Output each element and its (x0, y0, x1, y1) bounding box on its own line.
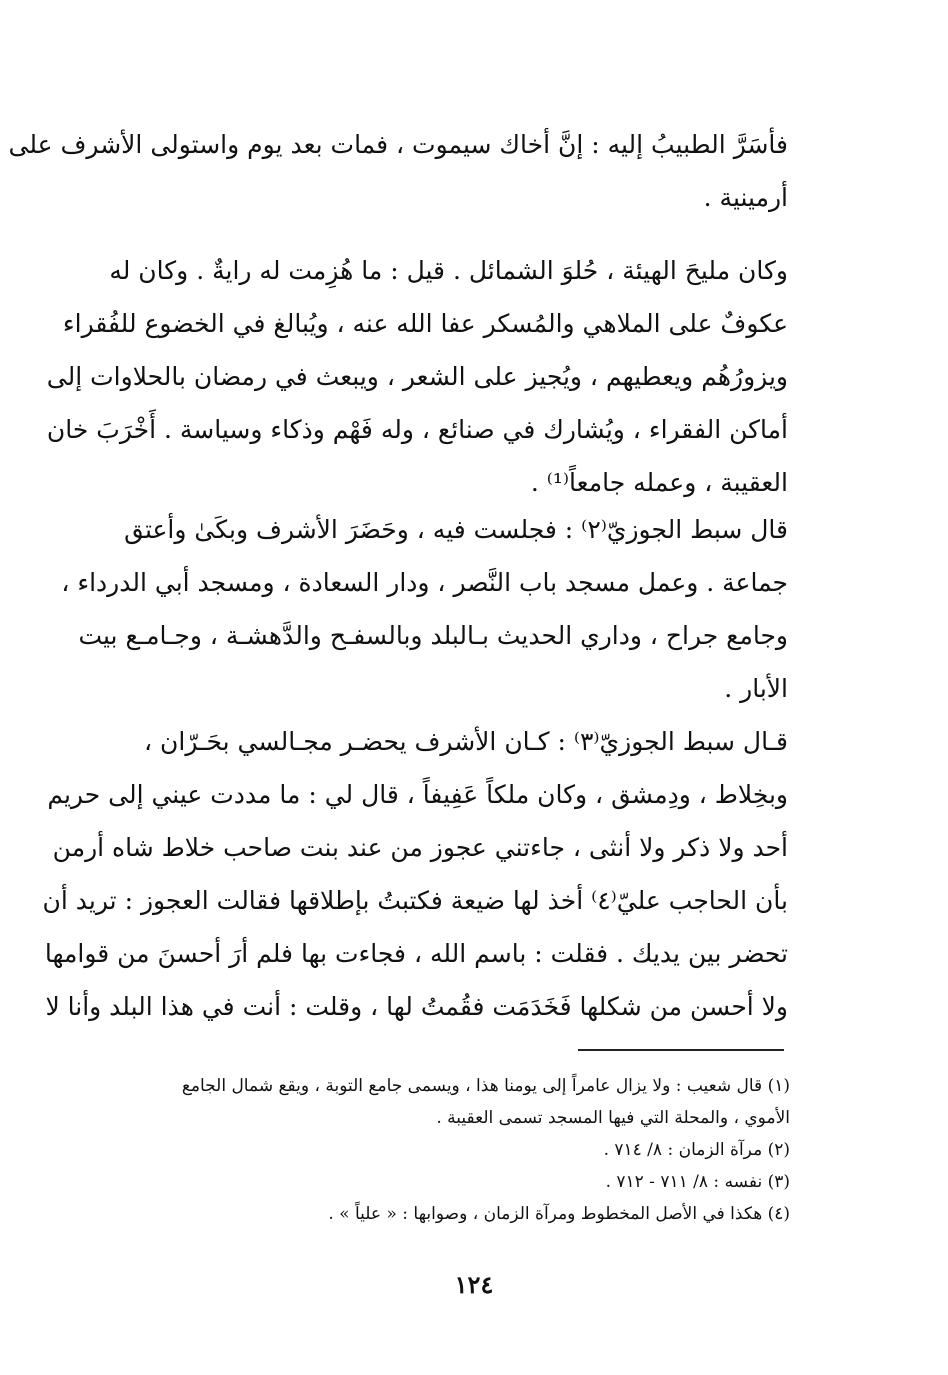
page-number: ١٢٤ (454, 1270, 494, 1299)
text-line: عكوفٌ على الملاهي والمُسكر عفا الله عنه ، ويُبالغ في الخضوع للفُقراء (62, 309, 788, 338)
text-line: جماعة . وعمل مسجد باب النَّصر ، ودار السعادة ، ومسجد أبي الدرداء ، (61, 568, 788, 597)
paragraph-4 (42, 715, 788, 1033)
text-line: وكان مليحَ الهيئة ، حُلوَ الشمائل . قيل : ما هُزِمت له رايةٌ . وكان له (109, 256, 788, 285)
text-line: الأبار . (724, 674, 788, 703)
footnote-2: (٢) مرآة الزمان : ٨/ ٧١٤ . (603, 1140, 790, 1160)
paragraph-2 (46, 244, 788, 509)
text-line: أحد ولا ذكر ولا أنثى ، جاءتني عجوز من عند بنت صاحب خلاط شاه أرمن (52, 833, 788, 862)
text-line: بأن الحاجب عليّ⁽٤⁾ أخذ لها ضيعة فكتبتُ بإطلاقها فقالت العجوز : تريد أن (42, 886, 788, 915)
text-line: قـال سبط الجوزيّ⁽٣⁾ : كـان الأشرف يحضـر مجـالسي بحَـرّان ، (144, 727, 788, 756)
footnote-separator (578, 1049, 784, 1051)
paragraph-3 (61, 503, 788, 715)
text-line: ويزورُهُم ويعطيهم ، ويُجيز على الشعر ، ويبعث في رمضان بالحلاوات إلى (46, 362, 788, 391)
text-line: أماكن الفقراء ، ويُشارك في صنائع ، وله فَهْم وذكاء وسياسة . أَخْرَبَ خان (46, 415, 788, 444)
text-line: العقيبة ، وعمله جامعاً⁽¹⁾ . (530, 468, 788, 497)
text-line: أرمينية . (703, 183, 788, 212)
footnote-1-line: (١) قال شعيب : ولا يزال عامراً إلى يومنا هذا ، ويسمى جامع التوبة ، ويقع شمال الجامع (181, 1076, 790, 1096)
paragraph-1 (8, 118, 788, 224)
text-line: قال سبط الجوزيّ⁽٢⁾ : فجلست فيه ، وحَضَرَ الأشرف وبكَىٰ وأعتق (124, 515, 788, 544)
text-line: فأسَرَّ الطبيبُ إليه : إنَّ أخاك سيموت ، فمات بعد يوم واستولى الأشرف على (8, 130, 788, 159)
footnote-1-line: الأموي ، والمحلة التي فيها المسجد تسمى العقيبة . (436, 1108, 790, 1128)
text-line: ولا أحسن من شكلها فَخَدَمَت فقُمتُ لها ، وقلت : أنت في هذا البلد وأنا لا (45, 992, 788, 1021)
text-line: تحضر بين يديك . فقلت : باسم الله ، فجاءت بها فلم أرَ أحسنَ من قوامها (44, 939, 788, 968)
footnote-3: (٣) نفسه : ٨/ ٧١١ - ٧١٢ . (605, 1172, 790, 1192)
text-line: وجامع جراح ، وداري الحديث بـالبلد وبالسفـح والدَّهشـة ، وجـامـع بيت (78, 621, 788, 650)
footnote-4: (٤) هكذا في الأصل المخطوط ومرآة الزمان ، وصوابها : « علياً » . (328, 1204, 790, 1224)
footnotes (118, 1070, 790, 1230)
text-line: وبخِلاط ، ودِمشق ، وكان ملكاً عَفِيفاً ، قال لي : ما مددت عيني إلى حريم (47, 780, 788, 809)
